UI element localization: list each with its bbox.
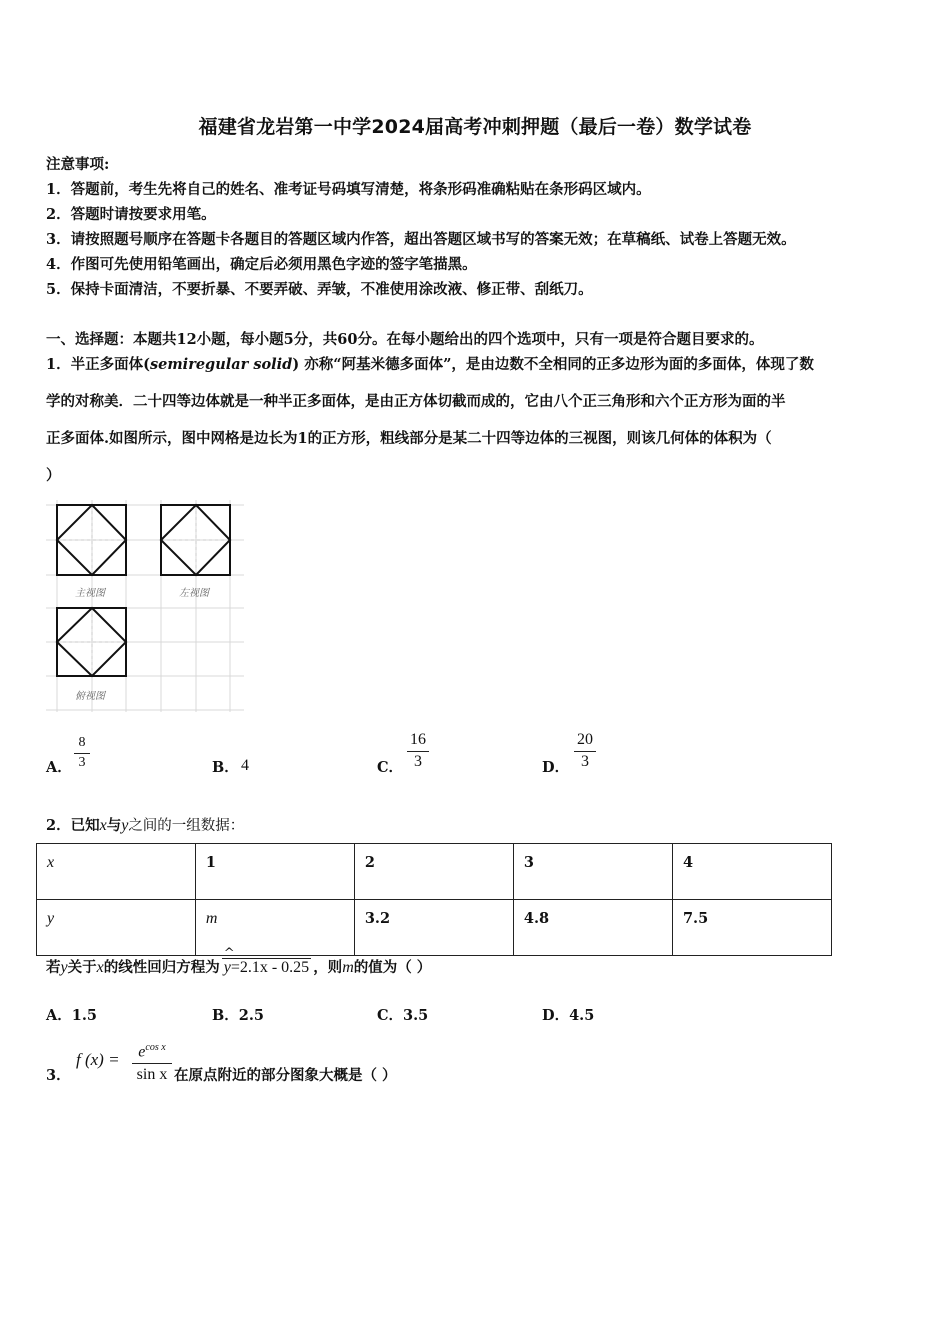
notice-item: 5．保持卡面清洁，不要折暴、不要弄破、弄皱，不准使用涂改液、修正带、刮纸刀。 [46, 281, 593, 298]
q3-function-fraction: $e^{cos x}$ sin x [132, 1038, 172, 1085]
front-view-label: 主视图 [75, 588, 105, 599]
q1-line: 1．半正多面体(semiregular solid) 亦称“阿基米德多面体”，是由边数不全相同的正多边形为面的多面体，体现了数 [46, 356, 814, 373]
q2-option-a: A．1.5 [46, 1007, 97, 1024]
table-cell: 7.5 [672, 900, 831, 956]
q1-option-d-label: D． [542, 759, 570, 776]
hat-icon: ^ [223, 946, 235, 961]
q2-option-c: C．3.5 [377, 1007, 429, 1024]
table-cell: 3.2 [354, 900, 513, 956]
q1-option-c-value: 16 3 [407, 731, 429, 771]
table-cell: 1 [195, 844, 354, 900]
top-view-label: 俯视图 [75, 691, 105, 702]
q1-line: ） [46, 467, 61, 484]
notice-heading: 注意事项: [46, 156, 110, 173]
regression-equation: ^ y=2.1x - 0.25 [223, 946, 310, 976]
three-view-figure [44, 500, 246, 712]
q3-number: 3． [46, 1067, 71, 1084]
q1-option-b-label: B． [212, 759, 239, 776]
notice-item: 4．作图可先使用铅笔画出，确定后必须用黑色字迹的签字笔描黑。 [46, 256, 477, 273]
data-table [36, 843, 832, 956]
table-cell: x [37, 844, 196, 900]
q3-function-lhs: f (x) = [76, 1050, 120, 1069]
table-cell: y [37, 900, 196, 956]
q1-line: 正多面体.如图所示，图中网格是边长为1的正方形，粗线部分是某二十四等边体的三视图，则该几何体的体积为（ [46, 430, 772, 447]
notice-item: 1．答题前，考生先将自己的姓名、准考证号码填写清楚，将条形码准确粘贴在条形码区域内。 [46, 181, 651, 198]
q1-option-d-value: 20 3 [574, 731, 596, 771]
q1-option-a-label: A． [46, 759, 72, 776]
table-cell: 2 [354, 844, 513, 900]
notice-item: 3．请按照题号顺序在答题卡各题目的答题区域内作答，超出答题区域书写的答案无效；在草稿纸、试卷上答题无效。 [46, 231, 796, 248]
table-cell: m [195, 900, 354, 956]
table-cell: 4.8 [513, 900, 672, 956]
table-row [37, 900, 832, 956]
table-cell: 3 [513, 844, 672, 900]
q1-line: 学的对称美．二十四等边体就是一种半正多面体，是由正方体切截而成的，它由八个正三角形和六个正方形为面的半 [46, 393, 786, 410]
q2-option-b: B．2.5 [212, 1007, 264, 1024]
q1-option-c-label: C． [377, 759, 404, 776]
table-cell: 4 [672, 844, 831, 900]
page-title: 福建省龙岩第一中学2024届高考冲刺押题（最后一卷）数学试卷 [198, 116, 752, 138]
notice-item: 2．答题时请按要求用笔。 [46, 206, 216, 223]
table-row [37, 844, 832, 900]
q3-text: 在原点附近的部分图象大概是（ ） [174, 1067, 397, 1084]
q2-condition: 若y关于x的线性回归方程为 ^ y=2.1x - 0.25 ，则m的值为（ ） [46, 946, 432, 976]
q1-option-b-value: 4 [241, 757, 249, 774]
grid-lines [46, 500, 244, 712]
q1-option-a-value: 8 3 [74, 735, 90, 771]
q2-option-d: D．4.5 [542, 1007, 595, 1024]
three-view-drawing [44, 500, 246, 712]
side-view-label: 左视图 [179, 588, 209, 599]
q2-intro: 2．已知x与y之间的一组数据： [46, 817, 245, 834]
section-heading: 一、选择题：本题共12小题，每小题5分，共60分。在每小题给出的四个选项中，只有一项是符合题目要求的。 [46, 331, 764, 348]
